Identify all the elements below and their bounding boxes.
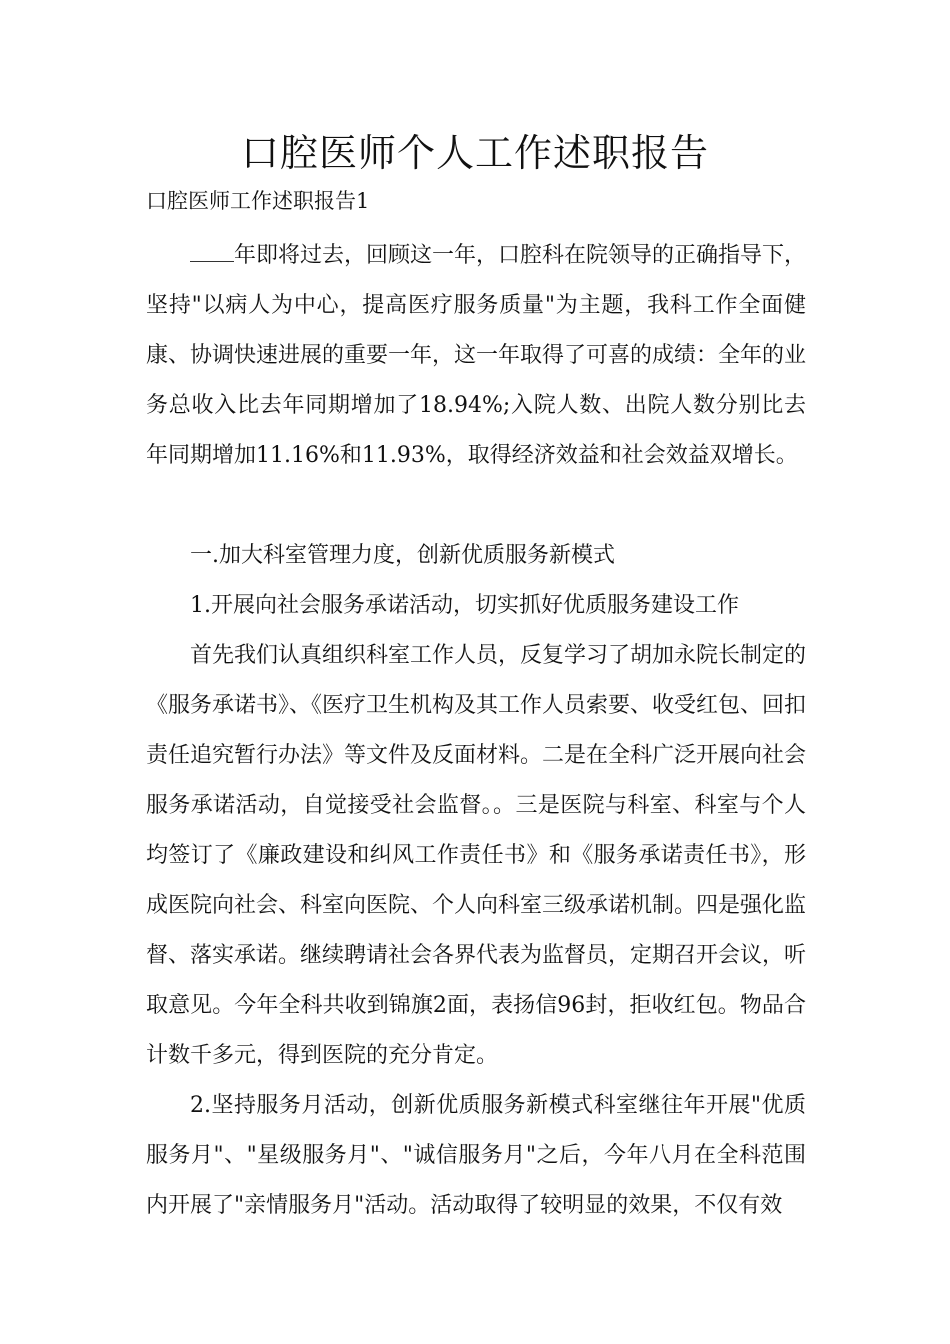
paragraph-intro — [146, 231, 806, 481]
subsection-heading: 1.开展向社会服务承诺活动，切实抓好优质服务建设工作 — [190, 593, 739, 618]
paragraph-intro-text: 年即将过去，回顾这一年，口腔科在院领导的正确指导下，坚持"以病人为中心，提高医疗服务质量"为主题，我科工作全面健康、协调快速进展的重要一年，这一年取得了可喜的成绩：全年的业务总收入比去年同期增加了18.94%;入院人数、出院人数分别比去年同期增加11.16%和11.93%，取得经济效益和社会效益双增长。 — [146, 243, 807, 468]
document-subtitle: 口腔医师工作述职报告1 — [146, 189, 370, 213]
year-blank — [190, 247, 234, 262]
paragraph-gap — [146, 481, 806, 531]
document-body — [146, 231, 806, 1231]
paragraph-service-month: 2.坚持服务月活动，创新优质服务新模式科室继往年开展"优质服务月"、"星级服务月"、"诚信服务月"之后，今年八月在全科范围内开展了"亲情服务月"活动。活动取得了较明显的效果，不仅有效 — [146, 1093, 806, 1218]
document-title: 口腔医师个人工作述职报告 — [240, 131, 709, 175]
section-heading: 一.加大科室管理力度，创新优质服务新模式 — [190, 543, 615, 568]
paragraph-commitment: 首先我们认真组织科室工作人员，反复学习了胡加永院长制定的《服务承诺书》、《医疗卫生机构及其工作人员索要、收受红包、回扣责任追究暂行办法》等文件及反面材料。二是在全科广泛开展向社会服务承诺活动，自觉接受社会监督。。三是医院与科室、科室与个人均签订了《廉政建设和纠风工作责任书》和《服务承诺责任书》，形成医院向社会、科室向医院、个人向科室三级承诺机制。四是强化监督、落实承诺。继续聘请社会各界代表为监督员，定期召开会议，听取意见。今年全科共收到锦旗2面，表扬信96封，拒收红包。物品合计数千多元，得到医院的充分肯定。 — [146, 643, 807, 1068]
